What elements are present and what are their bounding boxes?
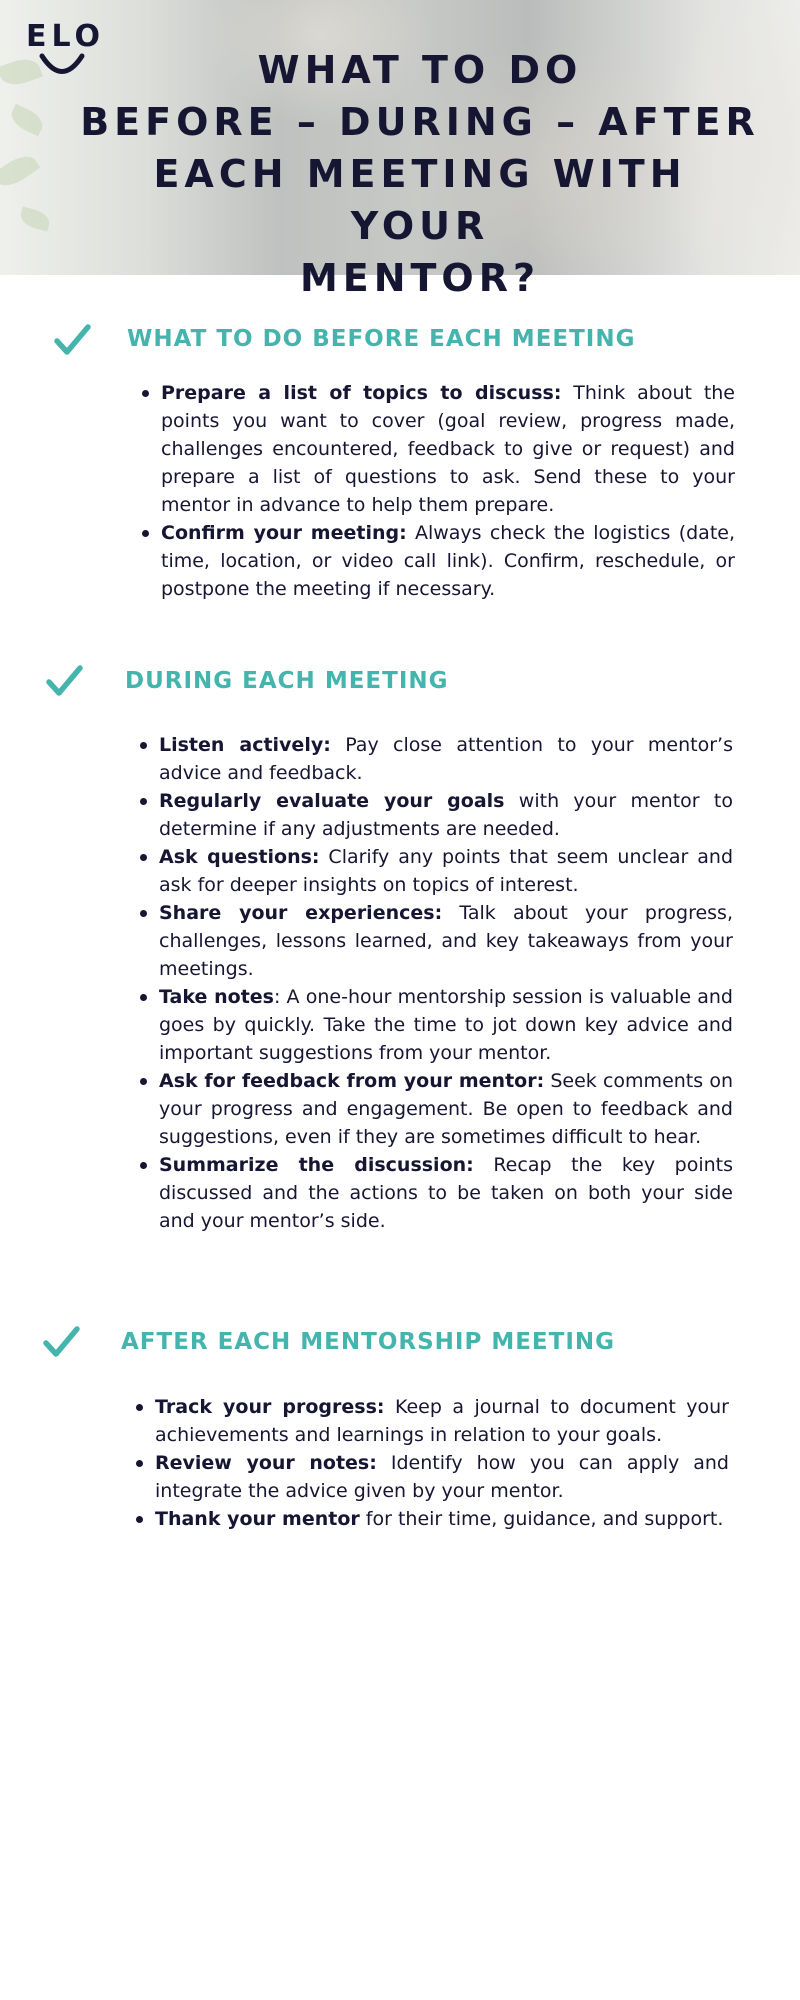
item-bold-label: Confirm your meeting: bbox=[161, 522, 407, 544]
section-heading: WHAT TO DO BEFORE EACH MEETING bbox=[127, 326, 636, 352]
bullet-dot bbox=[140, 910, 147, 917]
bullet-dot bbox=[140, 742, 147, 749]
item-bold-label: Listen actively: bbox=[159, 734, 331, 756]
item-text: Identify how you can apply and integrate the advice given by your mentor. bbox=[155, 1452, 729, 1502]
list-item bbox=[155, 1505, 729, 1533]
item-bold-label: Ask for feedback from your mentor: bbox=[159, 1070, 545, 1092]
list-item bbox=[159, 731, 733, 787]
bullet-list bbox=[155, 1393, 729, 1533]
item-text: Talk about your progress, challenges, lessons learned, and key takeaways from your meetings. bbox=[159, 902, 733, 980]
list-item bbox=[159, 843, 733, 899]
title-line: EACH MEETING WITH YOUR bbox=[153, 152, 687, 248]
item-text: Pay close attention to your mentor’s advice and feedback. bbox=[159, 734, 733, 784]
item-bold-label: Share your experiences: bbox=[159, 902, 443, 924]
title-line: BEFORE – DURING – AFTER bbox=[80, 100, 760, 144]
list-item bbox=[161, 379, 735, 519]
smile-icon bbox=[38, 53, 86, 77]
bullet-dot bbox=[142, 530, 149, 537]
bullet-dot bbox=[140, 798, 147, 805]
item-bold-label: Prepare a list of topics to discuss: bbox=[161, 382, 562, 404]
check-icon bbox=[46, 665, 82, 697]
bullet-dot bbox=[136, 1460, 143, 1467]
item-text: Clarify any points that seem unclear and ask for deeper insights on topics of interest. bbox=[159, 846, 733, 896]
bullet-list bbox=[159, 731, 733, 1235]
list-item bbox=[155, 1393, 729, 1449]
list-item bbox=[161, 519, 735, 603]
item-text: with your mentor to determine if any adjustments are needed. bbox=[159, 790, 733, 840]
item-text: Think about the points you want to cover (goal review, progress made, challenges encountered, feedback to give or request) and prepare a list of questions to ask. Send these to your mentor in advance to help them prepare. bbox=[161, 382, 735, 516]
item-bold-label: Review your notes: bbox=[155, 1452, 377, 1474]
item-bold-label: Track your progress: bbox=[155, 1396, 385, 1418]
section-heading: DURING EACH MEETING bbox=[125, 668, 449, 694]
bullet-dot bbox=[142, 390, 149, 397]
check-icon bbox=[54, 324, 90, 356]
list-item bbox=[159, 899, 733, 983]
bullet-dot bbox=[140, 1162, 147, 1169]
item-text: Always check the logistics (date, time, location, or video call link). Confirm, reschedule, or postpone the meeting if necessary. bbox=[161, 522, 735, 600]
list-item bbox=[159, 787, 733, 843]
item-text: : A one-hour mentorship session is valuable and goes by quickly. Take the time to jot down key advice and important suggestions from your mentor. bbox=[159, 986, 733, 1064]
item-bold-label: Thank your mentor bbox=[155, 1508, 360, 1530]
item-bold-label: Take notes bbox=[159, 986, 274, 1008]
list-item bbox=[155, 1449, 729, 1505]
bullet-dot bbox=[140, 1078, 147, 1085]
page-title bbox=[80, 44, 760, 304]
item-bold-label: Regularly evaluate your goals bbox=[159, 790, 505, 812]
hero-banner bbox=[0, 0, 800, 300]
item-text: for their time, guidance, and support. bbox=[359, 1508, 724, 1530]
item-bold-label: Summarize the discussion: bbox=[159, 1154, 474, 1176]
bullet-dot bbox=[140, 854, 147, 861]
item-bold-label: Ask questions: bbox=[159, 846, 320, 868]
item-text: Recap the key points discussed and the actions to be taken on both your side and your mentor’s side. bbox=[159, 1154, 734, 1232]
item-text: Seek comments on your progress and engagement. Be open to feedback and suggestions, even if they are sometimes difficult to hear. bbox=[159, 1070, 733, 1148]
bullet-list bbox=[161, 379, 735, 603]
bullet-dot bbox=[136, 1404, 143, 1411]
item-text: Keep a journal to document your achievements and learnings in relation to your goals. bbox=[155, 1396, 729, 1446]
list-item bbox=[159, 1067, 733, 1151]
list-item bbox=[159, 1151, 733, 1235]
section-heading: AFTER EACH MENTORSHIP MEETING bbox=[121, 1329, 615, 1355]
check-icon bbox=[43, 1326, 79, 1358]
bullet-dot bbox=[140, 994, 147, 1001]
list-item bbox=[159, 983, 733, 1067]
title-line: WHAT TO DO bbox=[257, 48, 583, 92]
bullet-dot bbox=[136, 1516, 143, 1523]
logo-text: ELO bbox=[26, 19, 106, 54]
title-line: MENTOR? bbox=[299, 256, 541, 300]
